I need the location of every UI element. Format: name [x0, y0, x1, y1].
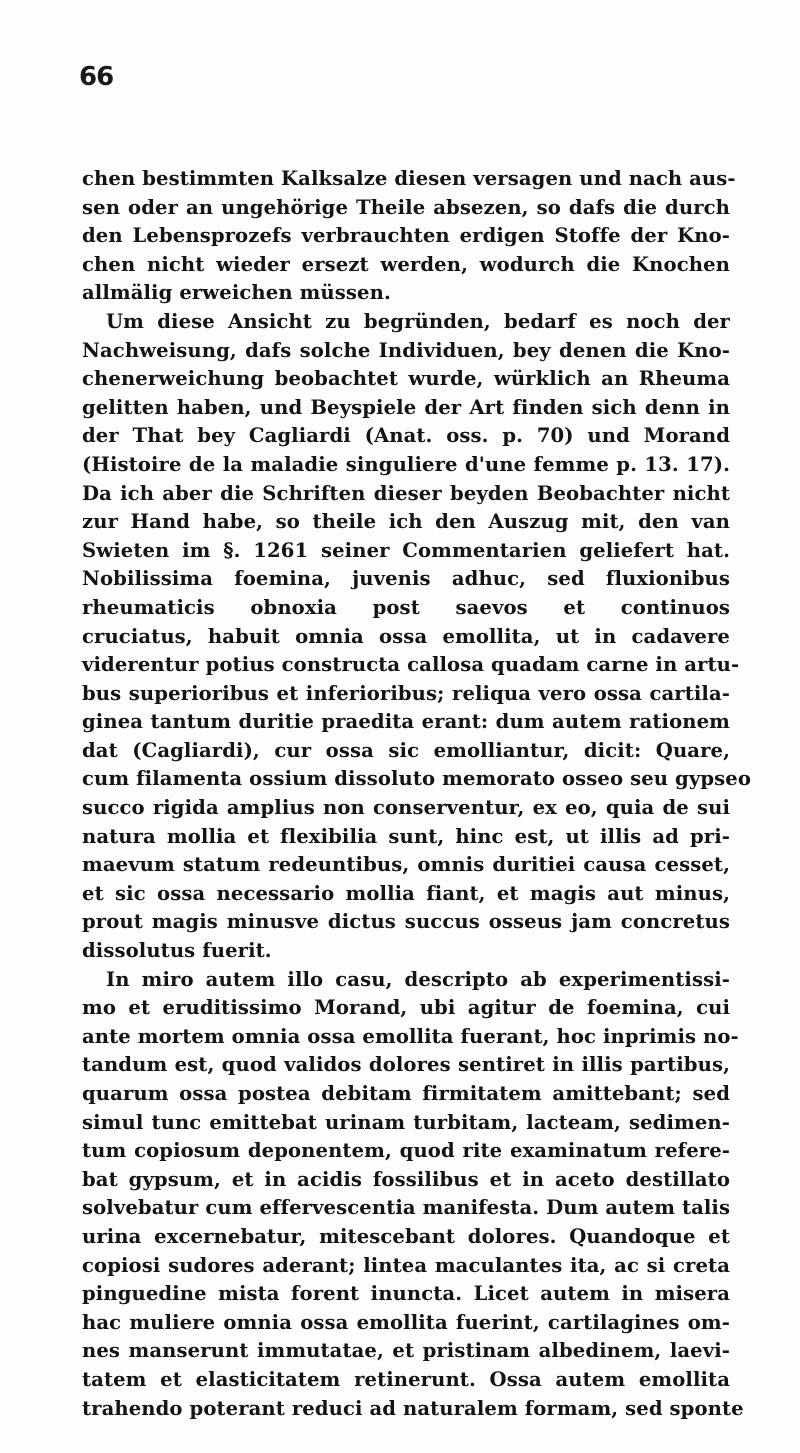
text-line: (Histoire de la maladie singuliere d'une femme p. 13. 17).	[82, 452, 730, 476]
text-line: chenerweichung beobachtet wurde, würklich an Rheuma	[82, 367, 730, 391]
page-number: 66	[79, 62, 114, 92]
text-line: Nachweisung, dafs solche Individuen, bey denen die Kno-	[82, 338, 730, 362]
text-line: ante mortem omnia ossa emollita fuerant, hoc inprimis no-	[82, 1024, 739, 1048]
text-line: ginea tantum duritie praedita erant: dum autem rationem	[82, 710, 730, 734]
text-line: simul tunc emittebat urinam turbitam, lacteam, sedimen-	[82, 1110, 730, 1134]
text-line: der That bey Cagliardi (Anat. oss. p. 70) und Morand	[82, 424, 730, 448]
text-line: dat (Cagliardi), cur ossa sic emolliantur, dicit: Quare,	[82, 738, 730, 762]
text-line: copiosi sudores aderant; lintea maculantes ita, ac si creta	[82, 1253, 730, 1277]
text-line: nes manserunt immutatae, et pristinam albedinem, laevi-	[82, 1339, 730, 1363]
text-line: urina excernebatur, mitescebant dolores. Quandoque et	[82, 1224, 730, 1248]
text-line: prout magis minusve dictus succus osseus jam concretus	[82, 910, 730, 934]
text-line: cruciatus, habuit omnia ossa emollita, ut in cadavere	[82, 624, 730, 648]
text-line: chen bestimmten Kalksalze diesen versagen und nach aus-	[82, 167, 736, 190]
text-line: sen oder an ungehörige Theile absezen, so dafs die durch	[82, 195, 730, 219]
text-line: gelitten haben, und Beyspiele der Art finden sich denn in	[82, 395, 730, 419]
text-line: zur Hand habe, so theile ich den Auszug mit, den van	[82, 510, 730, 534]
text-line: dissolutus fuerit.	[82, 939, 272, 963]
text-line: trahendo poterant reduci ad naturalem formam, sed sponte	[82, 1396, 744, 1420]
text-line: bus superioribus et inferioribus; reliqua vero ossa cartila-	[82, 681, 730, 705]
text-line: Nobilissima foemina, juvenis adhuc, sed fluxionibus	[82, 567, 730, 591]
text-line: hac muliere omnia ossa emollita fuerint, cartilagines om-	[82, 1310, 730, 1334]
text-line: maevum statum redeuntibus, omnis duritiei causa cesset,	[82, 853, 730, 877]
text-line: pinguedine mista forent inuncta. Licet autem in misera	[82, 1282, 730, 1306]
text-line: Da ich aber die Schriften dieser beyden Beobachter nicht	[82, 481, 730, 505]
text-line: bat gypsum, et in acidis fossilibus et in aceto destillato	[82, 1167, 730, 1191]
text-line: succo rigida amplius non conserventur, ex eo, quia de sui	[82, 796, 730, 820]
text-line: quarum ossa postea debitam firmitatem amittebant; sed	[82, 1082, 730, 1105]
text-line: tum copiosum deponentem, quod rite examinatum refere-	[82, 1139, 730, 1163]
text-line: solvebatur cum effervescentia manifesta. Dum autem talis	[82, 1196, 731, 1220]
text-line: allmälig erweichen müssen.	[82, 281, 391, 305]
text-line: natura mollia et flexibilia sunt, hinc est, ut illis ad pri-	[82, 824, 730, 848]
text-line: rheumaticis obnoxia post saevos et continuos	[82, 595, 730, 619]
body-text	[82, 165, 751, 1423]
text-line: Swieten im §. 1261 seiner Commentarien geliefert hat.	[82, 538, 730, 562]
text-line: cum filamenta ossium dissoluto memorato osseo seu gypseo	[82, 767, 751, 791]
text-line: den Lebensprozefs verbrauchten erdigen Stoffe der Kno-	[82, 224, 730, 248]
text-line: et sic ossa necessario mollia fiant, et magis aut minus,	[82, 881, 730, 905]
text-line: mo et eruditissimo Morand, ubi agitur de foemina, cui	[82, 996, 730, 1020]
text-line: viderentur potius constructa callosa quadam carne in artu-	[82, 653, 740, 677]
text-line: chen nicht wieder ersezt werden, wodurch die Knochen	[82, 252, 730, 276]
text-line: tatem et elasticitatem retinerunt. Ossa autem emollita	[82, 1367, 730, 1391]
text-line: tandum est, quod validos dolores sentiret in illis partibus,	[82, 1053, 730, 1077]
text-line: Um diese Ansicht zu begründen, bedarf es noch der	[106, 309, 730, 333]
text-line: In miro autem illo casu, descripto ab experimentissi-	[106, 967, 730, 991]
